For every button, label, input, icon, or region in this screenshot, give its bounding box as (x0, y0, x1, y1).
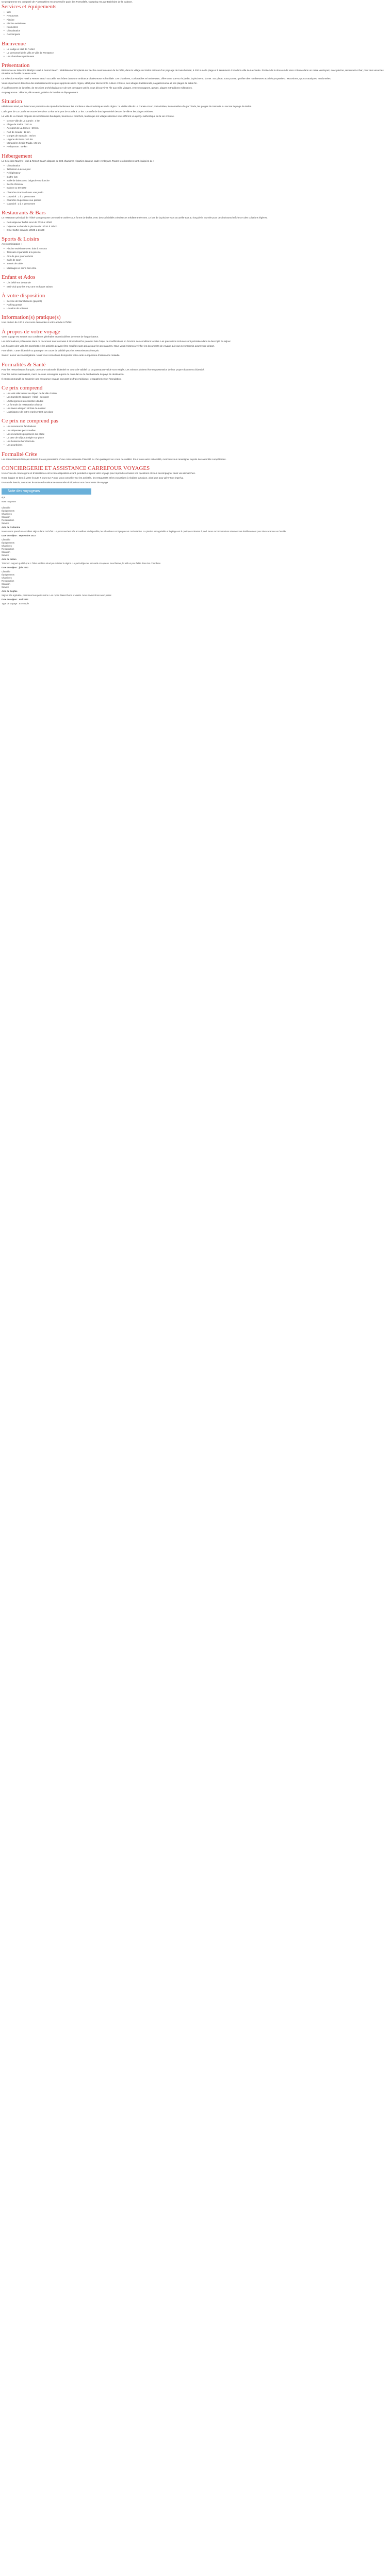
section-conciergerie-et-assistance-carrefour-voyages (2, 465, 389, 485)
section-paragraph: L'aéroport de La Canée se trouve à environ 20 km et le port de Souda à 12 km. Un arrêt de bus à proximité dessert la ville et les plages voisines. (2, 110, 154, 113)
bullet-item: • Piscine extérieure avec bain à remous (7, 247, 389, 250)
note-text: Type de voyage : En couple (2, 602, 29, 605)
bullet-item: • Balcon ou terrasse (7, 187, 389, 190)
bullet-item: • Coffre-fort (7, 176, 389, 179)
bullet-item: • Les taxes aéroport et frais de dossier (7, 407, 389, 410)
bullet-item: • Dîner buffet servi de 19h00 à 21h30 (7, 229, 389, 232)
section-paragraph: Avec participation : (2, 242, 22, 245)
section-paragraph: Les informations présentées dans ce document sont données à titre indicatif et peuvent faire l'objet de modifications en fonction des conditions locales. Les prestations incluses sont précisées dans le descriptif du séjour. (2, 340, 231, 343)
bullet-item: • Les vols aller-retour au départ de la ville choisie (7, 392, 389, 395)
section-paragraph: Votre voyage est soumis aux conditions générales et particulières de vente de l'organisateur. (2, 335, 99, 338)
extra-item: • Capacité : 2 à 3 personnes (7, 195, 389, 198)
section-paragraph: La ville de La Canée propose de nombreuses boutiques, tavernes et marchés, tandis que les villages alentour vous offriront un aperçu authentique de la vie crétoise. (2, 114, 175, 117)
section-paragraph: Il est recommandé de souscrire une assurance voyage couvrant les frais médicaux, le rapatriement et l'annulation. (2, 378, 122, 380)
section-title: Enfant et Ados (2, 274, 36, 281)
note-label: Avis de Catherine (2, 526, 21, 529)
bullet-item: • Télévision à écran plat (7, 168, 389, 171)
bullet-item: • Parking gratuit (7, 303, 389, 307)
note-text: Note moyenne Clientèle Équipements Chambres Situation Restauration Service (2, 500, 16, 525)
section-paragraph: Vous séjournerez dans l'un des établissements les plus appréciés de la région, idéal pour découvrir la culture crétoise, ses villages traditionnels, sa gastronomie et ses plages de sable fin. (2, 81, 198, 84)
section-situation (2, 98, 389, 148)
section-presentation (2, 62, 389, 94)
bullet-list (2, 425, 389, 447)
section-formalites-sante (2, 362, 389, 381)
bullet-item: • Les excursions proposées sur place (7, 433, 389, 436)
bullet-item: • L'assistance de notre représentant sur place (7, 411, 389, 414)
section-title: Information(s) pratique(s) (2, 314, 61, 321)
bullet-list (2, 247, 389, 265)
bullet-item: • Tennis de table (7, 262, 389, 265)
bullet-item: • Rethymnon : 60 km (7, 145, 389, 148)
bullet-list (2, 120, 389, 149)
section-paragraph: Bienvenue au Sélection Marilyn Hotel & Resort Beach : établissement implanté sur la côte ouest au cœur de la Crète, dans le village de Stalos entouré d'un paysage de toute beauté, à 200 m de la plage et à seulement 4 km de la ville de La Canée. Profitez de la douceur de vivre crétoise dans un cadre verdoyant, avec piscine, restaurant et bar, pour des vacances réussies en famille ou entre amis. (2, 69, 384, 75)
section-paragraph: Idéalement situé, cet hôtel vous permettra de rejoindre facilement les nombreux sites touristiques de la région : la vieille ville de La Canée et son port vénitien, le monastère d'Agia Triada, les gorges de Samaria ou encore la plage de Balos. (2, 105, 252, 108)
section-enfant-et-ados (2, 274, 389, 288)
section-restaurants-bars (2, 210, 389, 232)
sections-container (2, 4, 389, 484)
bullet-item: • Salle de bains avec baignoire ou douche (7, 179, 389, 182)
section-services-et-equipements (2, 4, 389, 36)
section-title: Restaurants & Bars (2, 210, 46, 216)
bullet-item: • Location de voitures (7, 307, 389, 310)
section-title: Ce prix ne comprend pas (2, 418, 58, 425)
bullet-item: • Centre-ville de La Canée : 4 km (7, 120, 389, 123)
section-title: Situation (2, 98, 22, 105)
bullet-list (2, 164, 389, 190)
section-paragraph: Les horaires des vols, les transferts et les activités peuvent être modifiés sans préavis par les prestataires. Nous vous invitons à vérifier les documents de voyage qui vous seront remis avant votre départ. (2, 344, 215, 347)
note-label: Date du séjour : mai 2022 (2, 598, 28, 601)
bullet-item: • Monastère d'Agia Triada : 25 km (7, 142, 389, 145)
bullet-list (2, 221, 389, 232)
section-information-s-pratique-s (2, 314, 389, 324)
note-label: Date du séjour : juin 2022 (2, 566, 29, 569)
extra-item: • Massages et soins bien-être (7, 267, 389, 270)
section-title: Présentation (2, 62, 30, 69)
section-paragraph: Le Sélection Marilyn Hotel & Resort Beach dispose de 102 chambres réparties dans un cadre verdoyant. Toutes les chambres sont équipées de : (2, 159, 154, 162)
bullet-item: • Lagune de Balos : 60 km (7, 138, 389, 141)
bullet-item: • Aéroport de La Canée : 20 km (7, 127, 389, 130)
bullet-item: • Gorges de Samaria : 45 km (7, 134, 389, 138)
section-paragraph: Santé : aucun vaccin obligatoire. Nous vous conseillons d'emporter votre carte européenne d'assurance maladie. (2, 354, 120, 357)
bullet-item: • Port de Souda : 12 km (7, 131, 389, 134)
section-paragraph: Notre équipe se tient à votre écoute 7 jours sur 7 pour vous conseiller sur les activités, les restaurants et les excursions à réaliser sur place, ainsi que pour gérer tout imprévu. (2, 477, 184, 480)
notes-list (2, 496, 389, 605)
section-a-propos-de-votre-voyage (2, 329, 389, 358)
bullet-item: • La formule de restauration choisie (7, 403, 389, 406)
bullet-item: • Aire de jeux pour enfants (7, 255, 389, 258)
bullet-item: • Les chambres spacieuses (7, 55, 389, 58)
bullet-item: • Plage de Stalos : 200 m (7, 123, 389, 126)
section-paragraph: Pour les autres nationalités, merci de vous renseigner auprès du consulat ou de l'ambassade du pays de destination. (2, 372, 124, 376)
section-ce-prix-comprend (2, 385, 389, 414)
bullet-list (2, 300, 389, 311)
bullet-item: • Les pourboires (7, 444, 389, 447)
section-title: CONCIERGERIE ET ASSISTANCE CARREFOUR VOYAGES (2, 465, 150, 471)
section-title: Ce prix comprend (2, 385, 43, 392)
section-paragraph: À la découverte de la Crète, de ses sites archéologiques et de ses paysages variés, vous découvrirez l'île aux mille visages, entre montagnes, gorges, plages et traditions millénaires. (2, 87, 193, 90)
section-title: Sports & Loisirs (2, 235, 39, 242)
bullet-item: • Service de blanchisserie (payant) (7, 300, 389, 303)
note-text: Nous avons passé un excellent séjour dans cet hôtel. Le personnel est très accueillant et disponible, les chambres sont propres et confortables. La piscine est agréable et la plage est à quelques minutes à pied. Nous recommandons vivement cet établissement pour des vacances en famille. (2, 530, 287, 533)
bullet-item: • Climatisation (7, 164, 389, 167)
extra-list (2, 267, 389, 270)
bullet-item: • Petit-déjeuner buffet servi de 7h30 à 10h00 (7, 221, 389, 224)
section-formalite-crete (2, 451, 389, 461)
bullet-item: • Wifi (7, 11, 389, 14)
section-paragraph: En cas de besoin, contactez le service d'assistance au numéro indiqué sur vos documents de voyage. (2, 481, 109, 484)
section-paragraph: Un service de conciergerie et d'assistance est à votre disposition avant, pendant et après votre voyage pour répondre à toutes vos questions et vous accompagner dans vos démarches. (2, 471, 196, 474)
section-a-votre-disposition (2, 293, 389, 311)
section-title: Formalités & Santé (2, 361, 46, 368)
section-paragraph: Le restaurant principal de l'hôtel vous propose une cuisine variée sous forme de buffet, avec des spécialités crétoises et méditerranéennes. Le bar de la piscine vous accueille tout au long de la journée pour des boissons fraîches et des collations légères. (2, 216, 268, 219)
bullet-item: • Piscine (7, 19, 389, 22)
note-label: Avis de Sophie (2, 590, 18, 593)
section-paragraph: Au programme : détente, découverte, plaisirs de la table et dépaysement. (2, 91, 79, 94)
bullet-item: • Les assurances facultatives (7, 425, 389, 428)
bullet-item: • Les boissons hors formule (7, 440, 389, 443)
section-ce-prix-ne-comprend-pas (2, 418, 389, 447)
note-label: Avis de Julien (2, 558, 17, 561)
section-title: Services et équipements (2, 4, 57, 10)
bullet-item: • Salle de sport (7, 259, 389, 262)
section-hebergement (2, 153, 389, 206)
section-paragraph: Les ressortissants français doivent être en possession d'une carte nationale d'identité ou d'un passeport en cours de validité. Pour toute autre nationalité, merci de vous renseigner auprès des autorités compétentes. (2, 457, 226, 461)
bullet-item: • Réfrigérateur (7, 172, 389, 175)
bullet-item: • Mini-club pour les 4-12 ans en haute saison (7, 285, 389, 289)
section-bienvenue (2, 41, 389, 59)
bullet-item: • Kilomètres (7, 26, 389, 29)
bullet-item: • Climatisation (7, 29, 389, 32)
bullet-item: • Sèche-cheveux (7, 183, 389, 186)
bullet-item: • Le personnel de la Villa et Villa de Prestance (7, 52, 389, 55)
bullet-item: • Déjeuner au bar de la piscine de 12h30 à 15h00 (7, 225, 389, 228)
intro-text: Ce programme est composé de 7 à 8 nuitées et comprend le pack des Formalités, Camping et Loge Balnéaire de la Cabane. (2, 1, 133, 3)
bullet-item: • L'hébergement en chambre double (7, 400, 389, 403)
bullet-item: • Piscine extérieure (7, 22, 389, 25)
bullet-item: • Conciergerie (7, 33, 389, 36)
notes-header: Note des voyageurs (2, 488, 91, 495)
bullet-list (2, 392, 389, 414)
bullet-list (2, 11, 389, 36)
section-title: Formalité Crète (2, 451, 38, 457)
note-text: Clientèle Équipements Chambres Restauration Situation Service (2, 570, 15, 589)
note-text: Séjour très agréable, personnel aux petits soins. Les repas étaient bons et variés. Nous reviendrons avec plaisir. (2, 594, 112, 597)
page (0, 0, 391, 605)
bullet-item: • Restaurant (7, 14, 389, 18)
bullet-item: • La taxe de séjour à régler sur place (7, 436, 389, 439)
extra-list (2, 191, 389, 206)
extra-item: • Chambre Standard avec vue jardin (7, 191, 389, 194)
bullet-item: • Les dépenses personnelles (7, 429, 389, 432)
bullet-item: • Les transferts aéroport - hôtel - aéroport (7, 396, 389, 399)
section-paragraph: Formalités : carte d'identité ou passeport en cours de validité pour les ressortissants français. (2, 349, 100, 352)
extra-item: • Capacité : 2 à 4 personnes (7, 202, 389, 206)
note-label: Date du séjour : septembre 2022 (2, 534, 36, 537)
section-title: À votre disposition (2, 292, 45, 299)
section-sports-loisirs (2, 236, 389, 270)
bullet-item: • Transats et parasols à la piscine (7, 251, 389, 254)
bullet-list (2, 281, 389, 288)
bullet-item: • Lits bébé sur demande (7, 281, 389, 284)
extra-item: • Chambre Supérieure vue piscine (7, 199, 389, 202)
section-title: Hébergement (2, 152, 32, 159)
section-paragraph: Le Sélection Marilyn Hotel & Resort Beach accueille ses hôtes dans une ambiance chaleureuse et familiale. Les chambres, confortables et lumineuses, offrent une vue sur le jardin, la piscine ou la mer. Sur place, vous pourrez profiter des nombreuses activités proposées : excursions, sports nautiques, randonnées. (2, 77, 332, 80)
section-title: À propos de votre voyage (2, 328, 60, 335)
note-label: 4,3 (2, 496, 5, 499)
bullet-item: • Le Lodge et Hall de l'Hôtel (7, 48, 389, 51)
section-paragraph: Une caution de 100 € vous sera demandée à votre arrivée à l'hôtel. (2, 321, 72, 324)
section-paragraph: Pour les ressortissants français, une carte nationale d'identité en cours de validité ou un passeport valide sont exigés. Les mineurs doivent être en possession de leur propre document d'identité. (2, 368, 205, 371)
bullet-list (2, 48, 389, 59)
note-text: Clientèle Équipements Chambres Restauration Situation Service (2, 538, 15, 557)
note-text: Très bon rapport qualité-prix. L'hôtel est bien situé pour visiter la région. Le petit-déjeuner est varié et copieux. Seul bémol, le wifi un peu faible dans les chambres. (2, 562, 161, 565)
section-title: Bienvenue (2, 40, 26, 47)
